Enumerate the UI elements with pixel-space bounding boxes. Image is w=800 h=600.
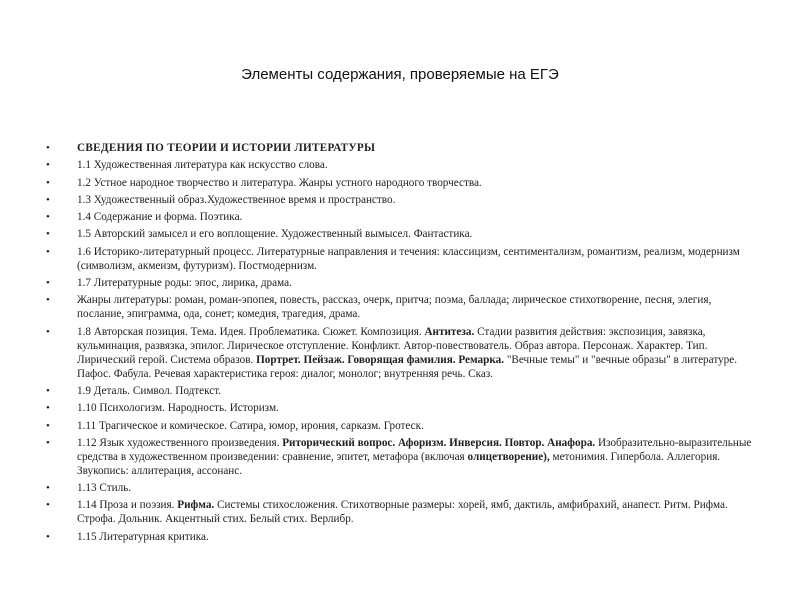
bullet-icon: • bbox=[46, 419, 50, 432]
item-text: 1.14 Проза и поэзия. bbox=[77, 499, 178, 512]
bullet-icon: • bbox=[46, 228, 50, 241]
bullet-icon: • bbox=[46, 245, 50, 258]
list-item bbox=[40, 481, 760, 495]
list-item bbox=[40, 158, 760, 172]
bullet-icon: • bbox=[46, 402, 50, 415]
bullet-icon: • bbox=[46, 436, 50, 449]
item-text: 1.6 Историко-литературный процесс. Литературные направления и течения: классицизм, сентиментализм, романтизм, реализм, модернизм (символизм, акмеизм, футуризм). Постмодернизм. bbox=[77, 245, 740, 272]
list-item bbox=[40, 210, 760, 224]
bullet-icon: • bbox=[46, 325, 50, 338]
item-text: 1.5 Авторский замысел и его воплощение. Художественный вымысел. Фантастика. bbox=[77, 228, 473, 241]
bullet-icon: • bbox=[46, 277, 50, 290]
item-text: 1.10 Психологизм. Народность. Историзм. bbox=[77, 402, 279, 415]
item-text: 1.7 Литературные роды: эпос, лирика, драма. bbox=[77, 277, 292, 290]
bullet-icon: • bbox=[46, 294, 50, 307]
bullet-icon: • bbox=[46, 482, 50, 495]
bullet-icon: • bbox=[46, 211, 50, 224]
list-item bbox=[40, 436, 760, 478]
list-item bbox=[40, 293, 760, 321]
section-heading-item bbox=[40, 141, 760, 155]
bullet-icon: • bbox=[46, 384, 50, 397]
item-text: 1.13 Стиль. bbox=[77, 482, 132, 495]
bullet-icon: • bbox=[46, 499, 50, 512]
list-item bbox=[40, 176, 760, 190]
item-text: 1.12 Язык художественного произведения. bbox=[77, 436, 283, 449]
item-text: 1.4 Содержание и форма. Поэтика. bbox=[77, 211, 243, 224]
bullet-icon: • bbox=[46, 193, 50, 206]
item-text: метонимия. Гипербола. Аллегория. Звукопись: аллитерация, ассонанс. bbox=[77, 450, 721, 477]
list-item bbox=[40, 276, 760, 290]
item-text: 1.9 Деталь. Символ. Подтекст. bbox=[77, 384, 222, 397]
list-item bbox=[40, 325, 760, 381]
item-text: "Вечные темы" и "вечные образы" в литературе. Пафос. Фабула. Речевая характеристика героя: диалог, монолог; внутренняя речь. Сказ. bbox=[77, 353, 738, 380]
list-item bbox=[40, 401, 760, 415]
bullet-icon: • bbox=[46, 176, 50, 189]
list-item bbox=[40, 193, 760, 207]
bold-term: Портрет. Пейзаж. Говорящая фамилия. Ремарка. bbox=[256, 353, 505, 366]
bullet-icon: • bbox=[46, 159, 50, 172]
item-text: 1.15 Литературная критика. bbox=[77, 530, 209, 543]
bold-term: СВЕДЕНИЯ ПО ТЕОРИИ И ИСТОРИИ ЛИТЕРАТУРЫ bbox=[77, 142, 376, 154]
slide-title: Элементы содержания, проверяемые на ЕГЭ bbox=[241, 66, 559, 83]
list-item bbox=[40, 530, 760, 544]
item-text: 1.11 Трагическое и комическое. Сатира, юмор, ирония, сарказм. Гротеск. bbox=[77, 419, 424, 432]
list-item bbox=[40, 384, 760, 398]
list-item bbox=[40, 245, 760, 273]
bold-term: Антитеза. bbox=[424, 325, 475, 338]
item-text: Стадии развития действия: экспозиция, завязка, кульминация, развязка, эпилог. Лирическое отступление. Конфликт. Автор-повествователь. Образ автора. Персонаж. Характер. Тип. Лирический герой. Система образов. bbox=[77, 325, 708, 366]
item-text: Жанры литературы: роман, роман-эпопея, повесть, рассказ, очерк, притча; поэма, баллада; лирическое стихотворение, песня, элегия, послание, эпиграмма, ода, сонет; комедия, трагедия, драма. bbox=[77, 294, 712, 321]
bold-term: Рифма. bbox=[177, 499, 215, 512]
item-text: 1.1 Художественная литература как искусство слова. bbox=[77, 159, 328, 172]
item-text: Изобразительно-выразительные средства в художественном произведении: сравнение, эпитет, метафора (включая bbox=[77, 436, 752, 463]
list-item bbox=[40, 498, 760, 526]
item-text: 1.2 Устное народное творчество и литература. Жанры устного народного творчества. bbox=[77, 176, 482, 189]
item-text: 1.3 Художественный образ.Художественное время и пространство. bbox=[77, 193, 396, 206]
bullet-icon: • bbox=[46, 142, 50, 154]
item-text: 1.8 Авторская позиция. Тема. Идея. Проблематика. Сюжет. Композиция. bbox=[77, 325, 425, 338]
content-bullet-list bbox=[40, 141, 760, 547]
list-item bbox=[40, 227, 760, 241]
bold-term: олицетворение), bbox=[467, 450, 550, 463]
bold-term: Риторический вопрос. Афоризм. Инверсия. Повтор. Анафора. bbox=[282, 436, 596, 449]
bullet-icon: • bbox=[46, 530, 50, 543]
list-item bbox=[40, 419, 760, 433]
item-text: Системы стихосложения. Стихотворные размеры: хорей, ямб, дактиль, амфибрахий, анапест. Ритм. Рифма. Строфа. Дольник. Акцентный стих. Белый стих. Верлибр. bbox=[77, 499, 728, 526]
